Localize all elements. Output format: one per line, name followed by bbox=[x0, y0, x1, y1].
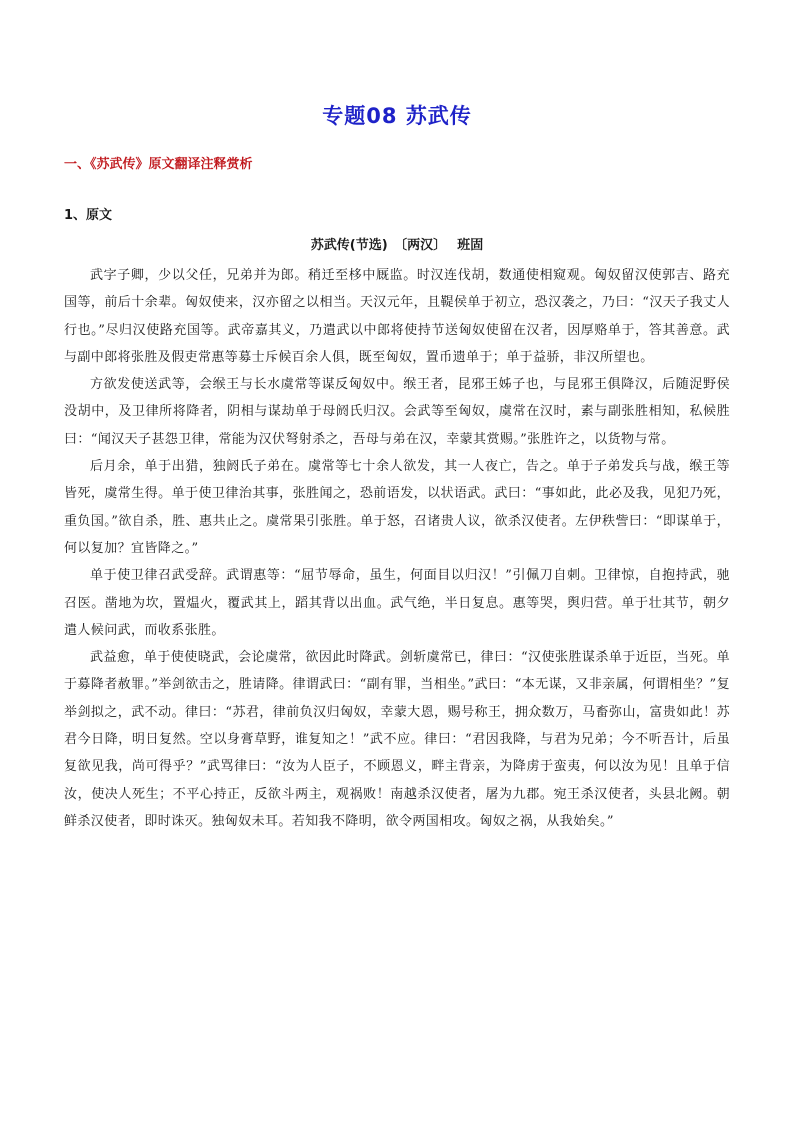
subsection-heading: 1、原文 bbox=[64, 208, 113, 223]
work-heading: 苏武传(节选) 〔两汉〕 班固 bbox=[310, 238, 484, 253]
paragraph: 后月余，单于出猎，独阏氏子弟在。虞常等七十余人欲发，其一人夜亡，告之。单于子弟发兵与战，缑王等皆死，虞常生得。单于使卫律治其事，张胜闻之，恐前语发，以状语武。武曰：“事如此，此必及我，见犯乃死，重负国。”欲自杀，胜、惠共止之。虞常果引张胜。单于怒，召诸贵人议，欲杀汉使者。左伊秩訾曰：“即谋单于，何以复加？宜皆降之。” bbox=[64, 459, 730, 556]
body-text bbox=[64, 262, 730, 835]
paragraph: 单于使卫律召武受辞。武谓惠等：“屈节辱命，虽生，何面目以归汉！”引佩刀自刺。卫律惊，自抱持武，驰召医。凿地为坎，置煴火，覆武其上，蹈其背以出血。武气绝，半日复息。惠等哭，舆归营。单于壮其节，朝夕遣人候问武，而收系张胜。 bbox=[64, 568, 730, 638]
section-heading: 一、《苏武传》原文翻译注释赏析 bbox=[64, 157, 253, 172]
paragraph: 方欲发使送武等，会缑王与长水虞常等谋反匈奴中。缑王者，昆邪王姊子也，与昆邪王俱降汉，后随浞野侯没胡中，及卫律所将降者，阴相与谋劫单于母阏氏归汉。会武等至匈奴，虞常在汉时，素与副张胜相知，私候胜曰：“闻汉天子甚怨卫律，常能为汉伏弩射杀之，吾母与弟在汉，幸蒙其赏赐。”张胜许之，以货物与常。 bbox=[64, 377, 730, 447]
page-title: 专题08 苏武传 bbox=[322, 104, 472, 128]
paragraph: 武益愈，单于使使晓武，会论虞常，欲因此时降武。剑斩虞常已，律曰：“汉使张胜谋杀单于近臣，当死。单于募降者赦罪。”举剑欲击之，胜请降。律谓武曰：“副有罪，当相坐。”武曰：“本无谋，又非亲属，何谓相坐？”复举剑拟之，武不动。律曰：“苏君，律前负汉归匈奴，幸蒙大恩，赐号称王，拥众数万，马畜弥山，富贵如此！苏君今日降，明日复然。空以身膏草野，谁复知之！”武不应。律曰：“君因我降，与君为兄弟；今不听吾计，后虽复欲见我，尚可得乎？”武骂律曰：“汝为人臣子，不顾恩义，畔主背亲，为降虏于蛮夷，何以汝为见！且单于信汝，使决人死生；不平心持正，反欲斗两主，观祸败！南越杀汉使者，屠为九郡。宛王杀汉使者，头县北阙。朝鲜杀汉使者，即时诛灭。独匈奴未耳。若知我不降明，欲令两国相攻。匈奴之祸，从我始矣。” bbox=[64, 650, 730, 829]
paragraph: 武字子卿，少以父任，兄弟并为郎。稍迁至栘中厩监。时汉连伐胡，数通使相窥观。匈奴留汉使郭吉、路充国等，前后十余辈。匈奴使来，汉亦留之以相当。天汉元年，且鞮侯单于初立，恐汉袭之，乃曰：“汉天子我丈人行也。”尽归汉使路充国等。武帝嘉其义，乃遣武以中郎将使持节送匈奴使留在汉者，因厚赂单于，答其善意。武与副中郎将张胜及假吏常惠等募士斥候百余人俱，既至匈奴，置币遗单于；单于益骄，非汉所望也。 bbox=[64, 268, 730, 365]
